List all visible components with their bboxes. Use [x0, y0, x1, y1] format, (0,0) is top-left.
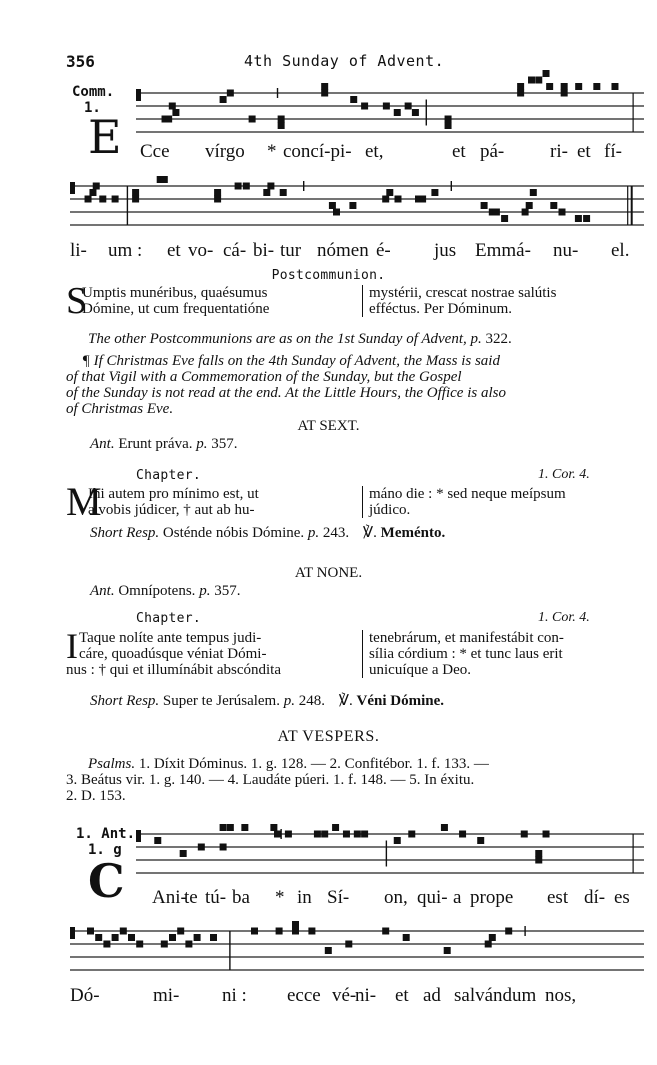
lyric-syllable: dí- [584, 887, 606, 908]
neume-note [89, 189, 96, 196]
lyric-syllable: Emmá- [475, 240, 531, 261]
christmas-eve-rubric [66, 353, 644, 417]
text-line: cáre, quoadúsque véniat Dómi- [79, 646, 267, 662]
lyric-syllable: on, [384, 887, 408, 908]
lyric-syllable: tú- [205, 887, 227, 908]
neume-note [329, 202, 336, 209]
neume-note [350, 96, 357, 103]
neume-note [169, 934, 176, 941]
neume-note [274, 831, 281, 838]
text-line: Umptis munéribus, quaésumus [82, 285, 268, 301]
neume-note [214, 189, 221, 196]
psalms-line: 2. D. 153. [66, 788, 126, 804]
neume-note [361, 831, 368, 838]
text-line: máno die : * sed neque meípsum [369, 486, 566, 502]
neume-note [412, 109, 419, 116]
neume-note [214, 196, 221, 203]
neume-note [485, 941, 492, 948]
communion-label-mode: 1. [84, 100, 101, 116]
lyric-syllable: nu- [553, 240, 579, 261]
neume-note [103, 941, 110, 948]
page-reference: 357. [211, 436, 238, 452]
lyric-syllable: um : [108, 240, 143, 261]
vespers-antiphon-lyrics-2 [0, 985, 657, 1009]
communion-lyrics-1 [0, 141, 657, 165]
antiphon-mode-label: 1. g [88, 842, 122, 858]
neume-note [292, 921, 299, 928]
text-line: sília córdium : * et tunc laus erit [369, 646, 563, 662]
page-reference: 322. [485, 331, 512, 347]
neume-note [477, 837, 484, 844]
antiphon-staff-1 [136, 828, 644, 888]
neume-note [165, 116, 172, 123]
neume-note [308, 928, 315, 935]
page-abbrev: p. [307, 525, 320, 541]
neume-note [349, 202, 356, 209]
neume-note [321, 831, 328, 838]
lyric-syllable: li- [70, 240, 87, 261]
versicle-icon: ℣. [362, 525, 377, 541]
neume-note [522, 209, 529, 216]
sext-left-column [88, 486, 352, 518]
neume-note [332, 824, 339, 831]
neume-note [481, 202, 488, 209]
neume-note [227, 824, 234, 831]
communion-initial: E [88, 110, 122, 164]
antiphon-number-label: 1. Ant. [76, 826, 136, 842]
neume-note [210, 934, 217, 941]
text-line: Ihi autem pro mínimo est, ut [88, 486, 259, 502]
lyric-syllable: tur [280, 240, 302, 261]
short-resp-text: Super te Jerúsalem. [162, 693, 280, 709]
neume-note [395, 196, 402, 203]
text-line: nus : † qui et illumínábit abscóndita [66, 662, 281, 678]
neume-note [172, 109, 179, 116]
neume-note [354, 831, 361, 838]
rubric-line: of Christmas Eve. [66, 401, 174, 417]
versicle-icon: ℣. [338, 693, 353, 709]
neume-note [325, 947, 332, 954]
lyric-syllable: in [297, 887, 312, 908]
neume-note [575, 83, 582, 90]
sext-short-responsory [90, 523, 445, 542]
communion-staff-2 [70, 180, 644, 240]
neume-note [112, 934, 119, 941]
neume-note [517, 83, 524, 90]
lyric-syllable: cá- [223, 240, 247, 261]
short-resp-label: Short Resp. [90, 693, 160, 709]
lyric-syllable: prope [470, 887, 514, 908]
neume-note [505, 928, 512, 935]
antiphon-text: Erunt práva. [118, 436, 193, 452]
lyric-syllable: Sí- [327, 887, 350, 908]
neume-note [394, 837, 401, 844]
neume-note [177, 928, 184, 935]
lyric-syllable: Dó- [70, 985, 100, 1006]
none-antiphon [90, 583, 240, 600]
none-chapter-reference: 1. Cor. 4. [538, 610, 590, 625]
neume-note [120, 928, 127, 935]
psalms-line: 1. Díxit Dóminus. 1. g. 128. — 2. Confitébor. 1. f. 133. — [135, 756, 489, 772]
text-line: a vobis júdicer, † aut ab hu- [88, 502, 255, 518]
none-left-column [66, 626, 352, 678]
neume-note [220, 844, 227, 851]
antiphon-label: Ant. [90, 436, 115, 452]
text-line: júdico. [369, 502, 411, 518]
neume-note [543, 70, 550, 77]
note-text: The other Postcommunions are as on the [88, 331, 338, 347]
neume-note [383, 103, 390, 110]
lyric-syllable: es [614, 887, 630, 908]
rubric-line: of that Vigil with a Commemoration of the Sunday, but the Gospel [66, 369, 462, 385]
lyric-syllable: ecce [287, 985, 321, 1006]
postcommunion-heading: Postcommunion. [271, 268, 386, 283]
neume-note [382, 928, 389, 935]
vespers-heading: AT VESPERS. [277, 728, 380, 745]
neume-note [220, 824, 227, 831]
neume-note [185, 941, 192, 948]
neume-note [419, 196, 426, 203]
none-drop-cap: I [66, 626, 78, 666]
neume-note [132, 196, 139, 203]
do-clef-icon [70, 182, 75, 194]
neume-note [333, 209, 340, 216]
sext-antiphon [90, 436, 237, 453]
sext-heading: AT SEXT. [297, 418, 360, 434]
neume-note [249, 116, 256, 123]
lyric-syllable: concí-pi- [283, 141, 352, 162]
neume-note [343, 831, 350, 838]
sext-chapter-label: Chapter. [136, 468, 202, 483]
neume-note [528, 77, 535, 84]
page-reference: 243. [322, 525, 350, 541]
none-chapter-label: Chapter. [136, 611, 202, 626]
neume-note [132, 189, 139, 196]
neume-note [535, 850, 542, 857]
page-reference: 248. [298, 693, 325, 709]
lyric-syllable: qui- [417, 887, 448, 908]
neume-note [267, 183, 274, 190]
neume-note [251, 928, 258, 935]
neume-note [112, 196, 119, 203]
lyric-syllable: vé- [332, 985, 357, 1006]
neume-note [93, 183, 100, 190]
neume-note [382, 196, 389, 203]
lyric-syllable: ba [232, 887, 250, 908]
text-line: mystérii, crescat nostrae salútis [369, 285, 557, 301]
lyric-syllable: et, [365, 141, 384, 162]
neume-note [128, 934, 135, 941]
lyric-syllable: nos, [545, 985, 577, 1006]
neume-note [535, 857, 542, 864]
neume-note [431, 189, 438, 196]
neume-note [550, 202, 557, 209]
text-line: Dómine, ut cum frequentatióne [82, 301, 270, 317]
vespers-psalms [66, 756, 644, 804]
psalms-line: 3. Beátus vir. 1. g. 140. — 4. Laudáte púeri. 1. f. 148. — 5. In éxitu. [66, 772, 475, 788]
neume-note [285, 831, 292, 838]
do-clef-icon [136, 830, 141, 842]
sext-right-column [362, 486, 651, 518]
lyric-syllable: salvándum [454, 985, 537, 1006]
page-number: 356 [66, 52, 95, 71]
lyric-syllable: * [267, 141, 277, 162]
neume-note [292, 928, 299, 935]
page-abbrev: p. [470, 331, 482, 347]
short-resp-label: Short Resp. [90, 525, 160, 541]
antiphon-text: Omnípotens. [118, 583, 196, 599]
page-header [66, 52, 644, 74]
other-postcommunions-note [88, 331, 512, 348]
neume-note [95, 934, 102, 941]
lyric-syllable: mi- [153, 985, 180, 1006]
do-clef-icon [70, 927, 75, 939]
lyric-syllable: ri- [550, 141, 568, 162]
neume-note [180, 850, 187, 857]
neume-note [345, 941, 352, 948]
psalms-label: Psalms. [88, 756, 136, 772]
communion-staff-1 [136, 87, 644, 147]
lyric-syllable: é- [376, 240, 391, 261]
lyric-syllable: et [577, 141, 591, 162]
neume-note [276, 928, 283, 935]
rubric-line: of the Sunday is not read at the end. At the Little Hours, the Office is also [66, 385, 506, 401]
lyric-syllable: Ani- [152, 887, 187, 908]
text-line: tenebrárum, et manifestábit con- [369, 630, 564, 646]
neume-note [561, 90, 568, 97]
neume-note [501, 215, 508, 222]
neume-note [235, 183, 242, 190]
neume-note [535, 77, 542, 84]
short-resp-text: Osténde nóbis Dómine. [162, 525, 305, 541]
versicle-text: Véni Dómine. [356, 693, 444, 709]
neume-note [543, 831, 550, 838]
note-ordinal: 1st [337, 331, 355, 347]
lyric-syllable: et [395, 985, 409, 1006]
neume-note [241, 824, 248, 831]
neume-note [408, 831, 415, 838]
lyric-syllable: vo- [188, 240, 214, 261]
neume-note [559, 209, 566, 216]
sext-drop-cap: M [66, 479, 102, 524]
neume-note [161, 176, 168, 183]
text-line: Taque nolíte ante tempus judi- [79, 630, 262, 646]
lyric-syllable: Cce [140, 141, 170, 162]
neume-note [314, 831, 321, 838]
page-abbrev: p. [196, 436, 208, 452]
neume-note [280, 189, 287, 196]
neume-note [521, 831, 528, 838]
postcommunion-left-column [82, 285, 352, 317]
note-text: Sunday of Advent, [354, 331, 471, 347]
lyric-syllable: nómen [317, 240, 369, 261]
none-right-column [362, 630, 651, 678]
communion-lyrics-2 [0, 240, 657, 264]
neume-note [546, 83, 553, 90]
running-title: 4th Sunday of Advent. [244, 52, 445, 70]
neume-note [445, 116, 452, 123]
neume-note [169, 103, 176, 110]
sext-chapter-text [66, 479, 644, 524]
none-short-responsory [90, 691, 444, 710]
lyric-syllable: jus [434, 240, 457, 261]
communion-label-comm: Comm. [72, 84, 115, 100]
lyric-syllable: fí- [604, 141, 622, 162]
neume-note [386, 189, 393, 196]
none-heading: AT NONE. [294, 565, 363, 581]
lyric-syllable: vírgo [205, 141, 245, 162]
neume-note [441, 824, 448, 831]
neume-note [321, 90, 328, 97]
neume-note [321, 83, 328, 90]
page-abbrev: p. [199, 583, 211, 599]
neume-note [517, 90, 524, 97]
versicle-text: Meménto. [380, 525, 446, 541]
antiphon-label: Ant. [90, 583, 115, 599]
neume-note [136, 941, 143, 948]
lyric-syllable: ad [423, 985, 441, 1006]
neume-note [444, 947, 451, 954]
neume-note [575, 215, 582, 222]
lyric-syllable: est [547, 887, 569, 908]
neume-note [270, 824, 277, 831]
lyric-syllable: bi- [253, 240, 275, 261]
neume-note [561, 83, 568, 90]
page-reference: 357. [214, 583, 241, 599]
lyric-syllable: et [167, 240, 181, 261]
neume-note [220, 96, 227, 103]
lyric-syllable: te [184, 887, 198, 908]
neume-note [263, 189, 270, 196]
neume-note [361, 103, 368, 110]
postcommunion-text [66, 280, 644, 322]
neume-note [445, 122, 452, 129]
neume-note [198, 844, 205, 851]
sext-chapter-reference: 1. Cor. 4. [538, 467, 590, 482]
lyric-syllable: a [453, 887, 462, 908]
neume-note [278, 122, 285, 129]
neume-note [583, 215, 590, 222]
neume-note [194, 934, 201, 941]
lyric-syllable: ni : [222, 985, 247, 1006]
text-line: unicuíque a Deo. [369, 662, 472, 678]
lyric-syllable: ni- [355, 985, 377, 1006]
neume-note [403, 934, 410, 941]
neume-note [243, 183, 250, 190]
page-abbrev: p. [283, 693, 295, 709]
vespers-antiphon-initial: C [88, 854, 125, 908]
neume-note [593, 83, 600, 90]
neume-note [85, 196, 92, 203]
text-line: efféctus. Per Dóminum. [369, 301, 513, 317]
neume-note [87, 928, 94, 935]
postcommunion-drop-cap: S [66, 280, 88, 322]
neume-note [278, 116, 285, 123]
lyric-syllable: * [275, 887, 285, 908]
vespers-antiphon-lyrics-1 [0, 887, 657, 911]
neume-note [154, 837, 161, 844]
do-clef-icon [136, 89, 141, 101]
postcommunion-right-column [362, 285, 651, 317]
neume-note [493, 209, 500, 216]
lyric-syllable: el. [611, 240, 630, 261]
neume-note [99, 196, 106, 203]
neume-note [611, 83, 618, 90]
neume-note [405, 103, 412, 110]
lyric-syllable: pá- [480, 141, 505, 162]
neume-note [227, 90, 234, 97]
none-chapter-text [66, 626, 644, 680]
neume-note [526, 202, 533, 209]
neume-note [530, 189, 537, 196]
rubric-line: ¶ If Christmas Eve falls on the 4th Sunday of Advent, the Mass is said [82, 353, 500, 369]
antiphon-staff-2 [70, 925, 644, 985]
neume-note [161, 941, 168, 948]
neume-note [459, 831, 466, 838]
lyric-syllable: et [452, 141, 466, 162]
neume-note [489, 934, 496, 941]
neume-note [394, 109, 401, 116]
